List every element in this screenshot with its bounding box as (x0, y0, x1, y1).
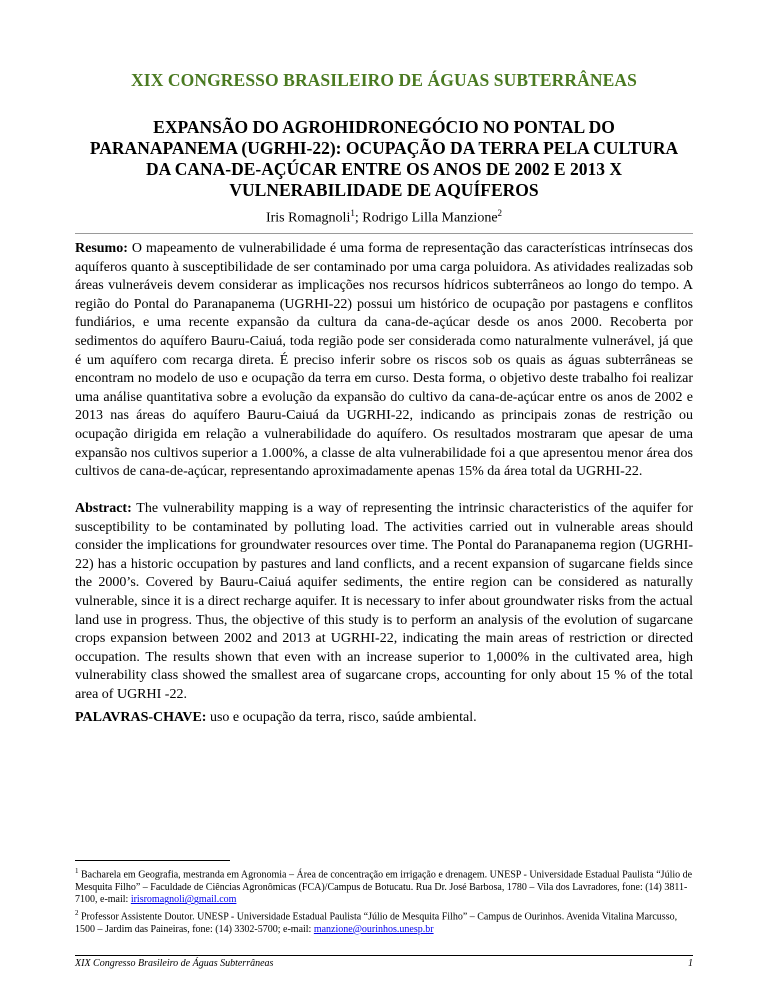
footnote-ref: 2 (497, 208, 503, 218)
author-name: Rodrigo Lilla Manzione (362, 210, 498, 226)
abstract-text: The vulnerability mapping is a way of representing the intrinsic characteristics of the aquifer for susceptibility to be contaminated by polluting load. The activities carried out in vulnerable areas should consider the implications for groundwater resources over time. The Pontal do Paranapanema region (UGRHI-22) has a historic occupation by pastures and land conflicts, and a recent expansion of sugarcane fields since the 2000’s. Covered by Bauru-Caiuá aquifer sediments, the entire region can be considered as naturally vulnerable, since it is a direct recharge aquifer. It is necessary to infer about groundwater risks from the actual land use in progress. Thus, the objective of this study is to perform an analysis of the evolution of sugarcane crops expansion between 2002 and 2013 at UGRHI-22, indicating the main areas of restriction or directed occupation. The results shown that even with an increase superior to 1,000% in the cultivated area, high vulnerability class showed the smallest area of sugarcane crops, accounting for only about 15 % of the total area of UGRHI -22. (75, 501, 693, 702)
footnote-text: Professor Assistente Doutor. UNESP - Universidade Estadual Paulista “Júlio de Mesquita Filho” – Campus de Ourinhos. Avenida Vitalina Marcusso, 1500 – Jardim das Paineiras, fone: (14) 3302-5700; e-mail: (75, 911, 678, 935)
footnote-ref: 1 (350, 208, 355, 218)
authors-line (0, 208, 768, 227)
title-line: PARANAPANEMA (UGRHI-22): OCUPAÇÃO DA TERRA PELA CULTURA (89, 138, 679, 158)
keywords-text: uso e ocupação da terra, risco, saúde ambiental. (206, 710, 477, 725)
resumo-text: O mapeamento de vulnerabilidade é uma forma de representação das características intrínsecas dos aquíferos quanto à susceptibilidade de ser contaminado por uma carga poluidora. As atividades realizadas sob áreas vulneráveis devem considerar as implicações nos recursos hídricos subterrâneos ao longo do tempo. A região do Pontal do Paranapanema (UGRHI-22) possui um histórico de ocupação por pastagens e conflitos fundiários, e uma recente expansão da cultura da cana-de-açúcar desde os anos 2000. Recoberta por sedimentos do aquífero Bauru-Caiuá, toda região pode ser considerada como naturalmente vulnerável, já que é um aquífero com recarga direta. É preciso inferir sobre os riscos sob os quais as águas subterrâneas se encontram no modelo de uso e ocupação da terra em curso. Desta forma, o objetivo deste trabalho foi realizar uma análise quantitativa sobre a evolução da expansão do cultivo da cana-de-açúcar entre os anos de 2002 e 2013 nas áreas do aquífero Bauru-Caiuá da UGRHI-22, indicando as principais zonas de restrição ou ocupação dirigida em relação a vulnerabilidade do aquífero. Os resultados mostraram que apesar de uma expansão nos cultivos superior a 1.000%, a classe de alta vulnerabilidade foi a que apresentou menor área dos cultivos de cana-de-açúcar, representando aproximadamente apenas 15% da área total da UGRHI-22. (75, 241, 693, 480)
resumo-label: Resumo: (75, 241, 128, 256)
paper-title (60, 117, 708, 201)
footnotes (75, 865, 693, 936)
resumo-paragraph (75, 240, 693, 482)
keywords-label: PALAVRAS-CHAVE: (75, 710, 207, 725)
title-line: VULNERABILIDADE DE AQUÍFEROS (229, 180, 539, 200)
header-divider (75, 233, 693, 234)
abstract-label: Abstract: (75, 501, 132, 516)
title-line: EXPANSÃO DO AGROHIDRONEGÓCIO NO PONTAL DO (153, 117, 615, 137)
title-line: DA CANA-DE-AÇÚCAR ENTRE OS ANOS DE 2002 E 2013 X (146, 159, 622, 179)
author-name: Iris Romagnoli (265, 210, 351, 226)
footnote-number: 2 (75, 908, 79, 917)
footnote-divider (75, 860, 230, 861)
footer-title: XIX Congresso Brasileiro de Águas Subterrâneas (75, 958, 274, 969)
footnote-number: 1 (75, 867, 79, 875)
page-number: 1 (688, 958, 693, 969)
footer-divider (75, 955, 693, 956)
abstract-paragraph (75, 500, 693, 705)
footnote-2 (75, 907, 693, 936)
footnote-1 (75, 865, 693, 907)
email-link[interactable]: irisromagnoli@gmail.com (130, 894, 237, 906)
footnote-text: Bacharela em Geografia, mestranda em Agronomia – Área de concentração em irrigação e drenagem. UNESP - Universidade Estadual Paulista “Júlio de Mesquita Filho” – Faculdade de Ciências Agronômicas (FCA)/Campus de Botucatu. Rua Dr. José Barbosa, 1780 – Vila dos Lavradores, fone: (14) 3811-7100, e-mail: (75, 869, 693, 906)
keywords-paragraph (75, 709, 693, 728)
congress-header: XIX CONGRESSO BRASILEIRO DE ÁGUAS SUBTERRÂNEAS (131, 70, 637, 90)
email-link[interactable]: manzione@ourinhos.unesp.br (313, 923, 434, 935)
author-separator: ; (354, 210, 363, 226)
